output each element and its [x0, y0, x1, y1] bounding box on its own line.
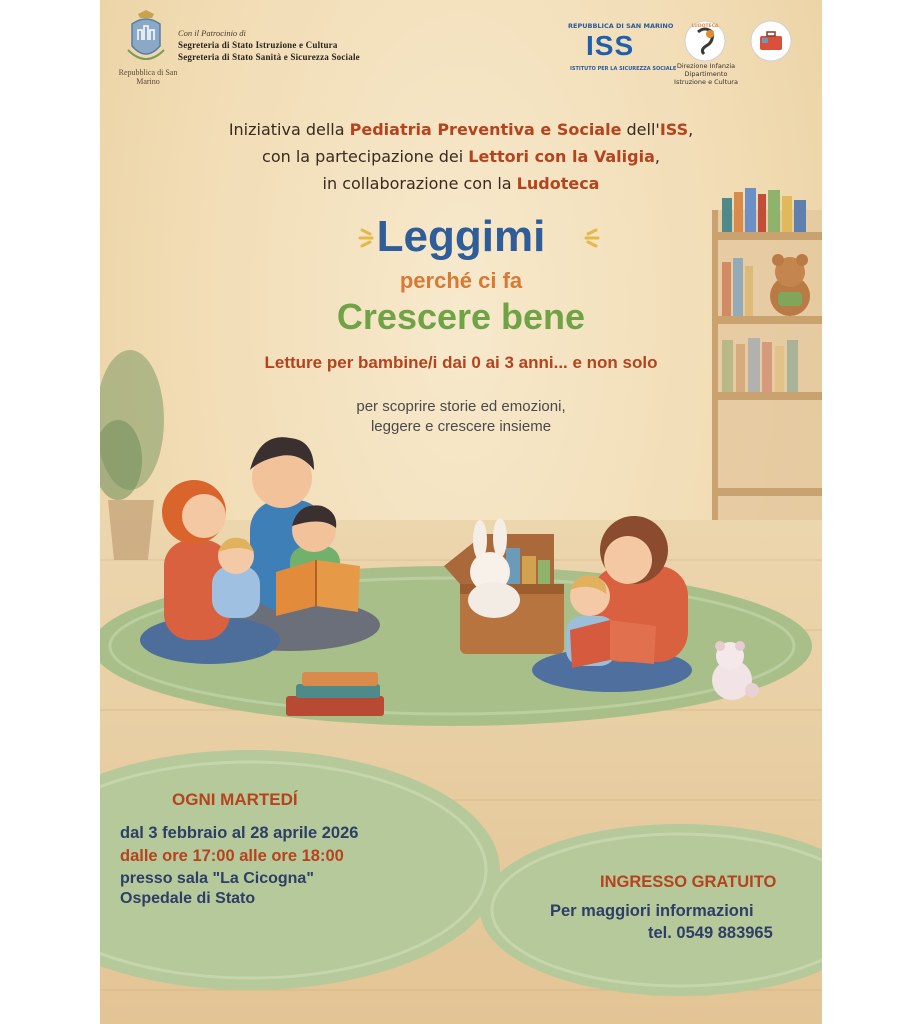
phone-number[interactable]: tel. 0549 883965: [648, 924, 773, 942]
family-reading: [140, 437, 380, 664]
subtitle: Letture per bambine/i dai 0 ai 3 anni... e non solo: [264, 353, 658, 372]
segreteria-istruzione: Segreteria di Stato Istruzione e Cultura: [178, 40, 338, 50]
more-info: Per maggiori informazioni: [550, 902, 754, 920]
schedule-dates: dal 3 febbraio al 28 aprile 2026: [120, 824, 359, 842]
schedule-venue: Ospedale di Stato: [120, 890, 256, 907]
ludoteca-logo-text: LUDOTECA: [691, 24, 719, 29]
suitcase-logo-icon: [750, 20, 792, 62]
intro-line-1: Iniziativa della Pediatria Preventiva e Sociale dell'ISS,: [228, 120, 694, 139]
iss-logo: ISS: [586, 30, 635, 61]
free-entry: INGRESSO GRATUITO: [600, 873, 777, 891]
schedule-hours: dalle ore 17:00 alle ore 18:00: [120, 847, 344, 865]
san-marino-crest-icon: [124, 10, 168, 66]
intro-line-2: con la partecipazione dei Lettori con la Valigia,: [262, 147, 660, 166]
intro-line-3: in collaborazione con la Ludoteca: [322, 174, 600, 193]
iss-subtitle: ISTITUTO PER LA SICUREZZA SOCIALE: [570, 66, 677, 72]
segreteria-sanita: Segreteria di Stato Sanità e Sicurezza Sociale: [178, 52, 360, 62]
title-leggimi: Leggimi: [376, 212, 546, 261]
schedule-place: presso sala "La Cicogna": [120, 870, 314, 887]
title-crescere: Crescere bene: [336, 296, 586, 337]
patrocinio-label: Con il Patrocinio di: [178, 28, 246, 38]
crest-caption: Repubblica di San Marino: [118, 68, 178, 86]
description-line-2: leggere e crescere insieme: [370, 418, 552, 435]
plant: [100, 350, 164, 560]
poster: [100, 0, 822, 1024]
suitcase: [444, 518, 564, 654]
title-middle: perché ci fa: [399, 268, 523, 293]
description-line-1: per scoprire storie ed emozioni,: [356, 398, 566, 415]
iss-top-label: REPUBBLICA DI SAN MARINO: [568, 22, 674, 30]
schedule-day: OGNI MARTEDÍ: [172, 790, 298, 809]
ludoteca-caption: Direzione Infanzia Dipartimento Istruzione e Cultura: [674, 62, 738, 86]
